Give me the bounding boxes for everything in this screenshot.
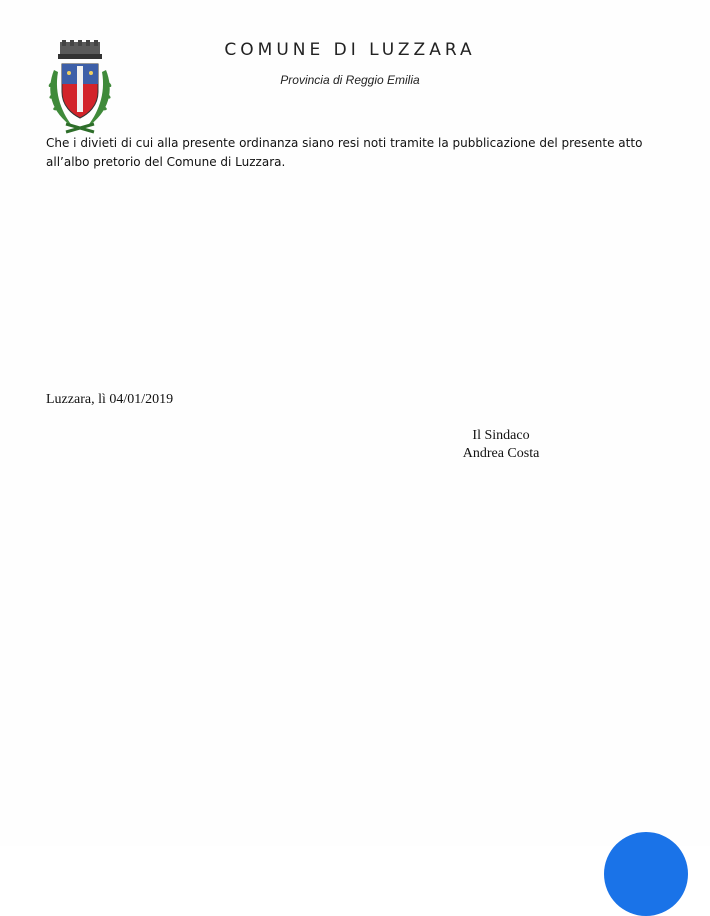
signature-block <box>452 427 550 463</box>
province-subtitle: Provincia di Reggio Emilia <box>280 73 420 87</box>
ordinance-paragraph: Che i divieti di cui alla presente ordinanza siano resi noti tramite la pubblicazione del presente atto all’albo pretorio del Comune di Luzzara. <box>46 136 643 169</box>
signatory-name: Andrea Costa <box>462 446 540 461</box>
branches-icon <box>66 124 94 132</box>
floating-action-button[interactable] <box>604 832 688 916</box>
coat-of-arms-icon <box>44 40 116 136</box>
place-date: Luzzara, lì 04/01/2019 <box>46 392 174 407</box>
crown-icon <box>58 40 102 59</box>
shield-icon <box>62 64 98 118</box>
municipality-title: COMUNE DI LUZZARA <box>224 40 476 60</box>
signatory-role: Il Sindaco <box>472 428 530 443</box>
